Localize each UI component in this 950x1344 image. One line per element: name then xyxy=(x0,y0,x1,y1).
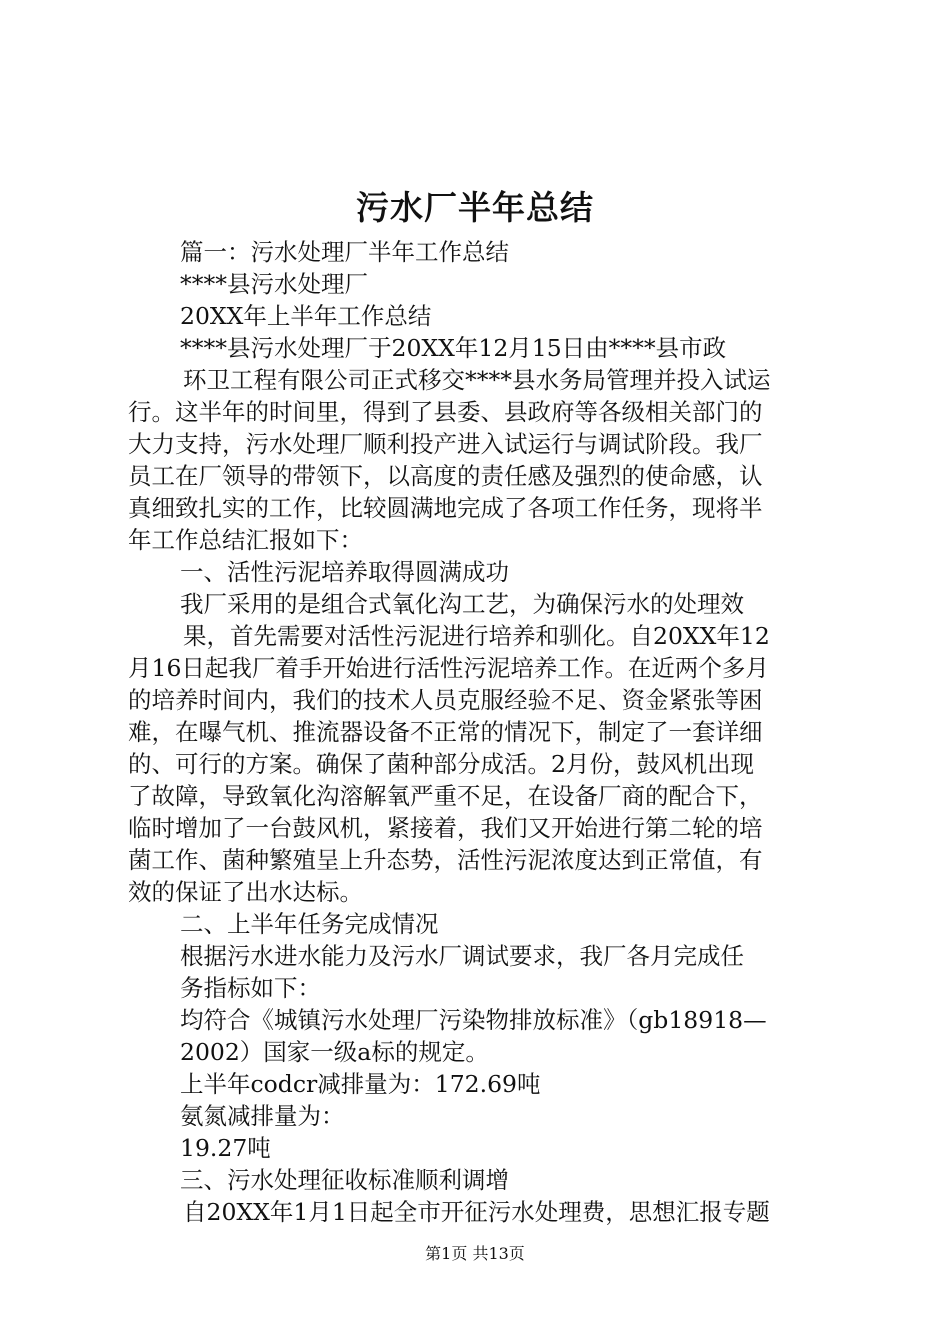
text-line: ****县污水处理厂 xyxy=(180,270,368,298)
text-line: 19.27吨 xyxy=(180,1134,271,1162)
page-number-footer: 第1页 共13页 xyxy=(425,1244,525,1263)
text-line: 菌工作、菌种繁殖呈上升态势，活性污泥浓度达到正常值，有 xyxy=(128,846,763,874)
section-heading: 一、活性污泥培养取得圆满成功 xyxy=(180,558,509,586)
text-line: 上半年codcr减排量为：172.69吨 xyxy=(180,1070,541,1098)
text-line: 真细致扎实的工作，比较圆满地完成了各项工作任务，现将半 xyxy=(128,494,763,522)
section-heading: 二、上半年任务完成情况 xyxy=(180,910,439,938)
text-line: 环卫工程有限公司正式移交****县水务局管理并投入试运 xyxy=(183,366,771,394)
text-line: 员工在厂领导的带领下，以高度的责任感及强烈的使命感，认 xyxy=(128,462,763,490)
text-line: 月16日起我厂着手开始进行活性污泥培养工作。在近两个多月 xyxy=(128,654,769,682)
section-heading: 三、污水处理征收标准顺利调增 xyxy=(180,1166,509,1194)
text-line: 效的保证了出水达标。 xyxy=(128,878,363,906)
text-line: 年工作总结汇报如下： xyxy=(128,526,363,554)
text-line: 大力支持，污水处理厂顺利投产进入试运行与调试阶段。我厂 xyxy=(128,430,763,458)
text-line: 难，在曝气机、推流器设备不正常的情况下，制定了一套详细 xyxy=(128,718,763,746)
text-line: ****县污水处理厂于20XX年12月15日由****县市政 xyxy=(180,334,727,362)
document-title: 污水厂半年总结 xyxy=(356,188,594,227)
text-line: 果，首先需要对活性污泥进行培养和驯化。自20XX年12 xyxy=(183,622,770,650)
text-line: 了故障，导致氧化沟溶解氧严重不足，在设备厂商的配合下， xyxy=(128,782,763,810)
text-line: 均符合《城镇污水处理厂污染物排放标准》（gb18918— xyxy=(180,1006,767,1034)
text-line: 自20XX年1月1日起全市开征污水处理费，思想汇报专题 xyxy=(183,1198,770,1226)
text-line: 的、可行的方案。确保了菌种部分成活。2月份，鼓风机出现 xyxy=(128,750,754,778)
text-line: 2002）国家一级a标的规定。 xyxy=(180,1038,489,1066)
text-line: 行。这半年的时间里，得到了县委、县政府等各级相关部门的 xyxy=(128,398,763,426)
text-line: 氨氮减排量为： xyxy=(180,1102,345,1130)
text-line: 我厂采用的是组合式氧化沟工艺，为确保污水的处理效 xyxy=(180,590,744,618)
text-line: 20XX年上半年工作总结 xyxy=(180,302,432,330)
text-line: 篇一：污水处理厂半年工作总结 xyxy=(180,238,509,266)
text-line: 临时增加了一台鼓风机，紧接着，我们又开始进行第二轮的培 xyxy=(128,814,763,842)
text-line: 的培养时间内，我们的技术人员克服经验不足、资金紧张等困 xyxy=(128,686,763,714)
text-line: 务指标如下： xyxy=(180,974,321,1002)
text-line: 根据污水进水能力及污水厂调试要求，我厂各月完成任 xyxy=(180,942,744,970)
